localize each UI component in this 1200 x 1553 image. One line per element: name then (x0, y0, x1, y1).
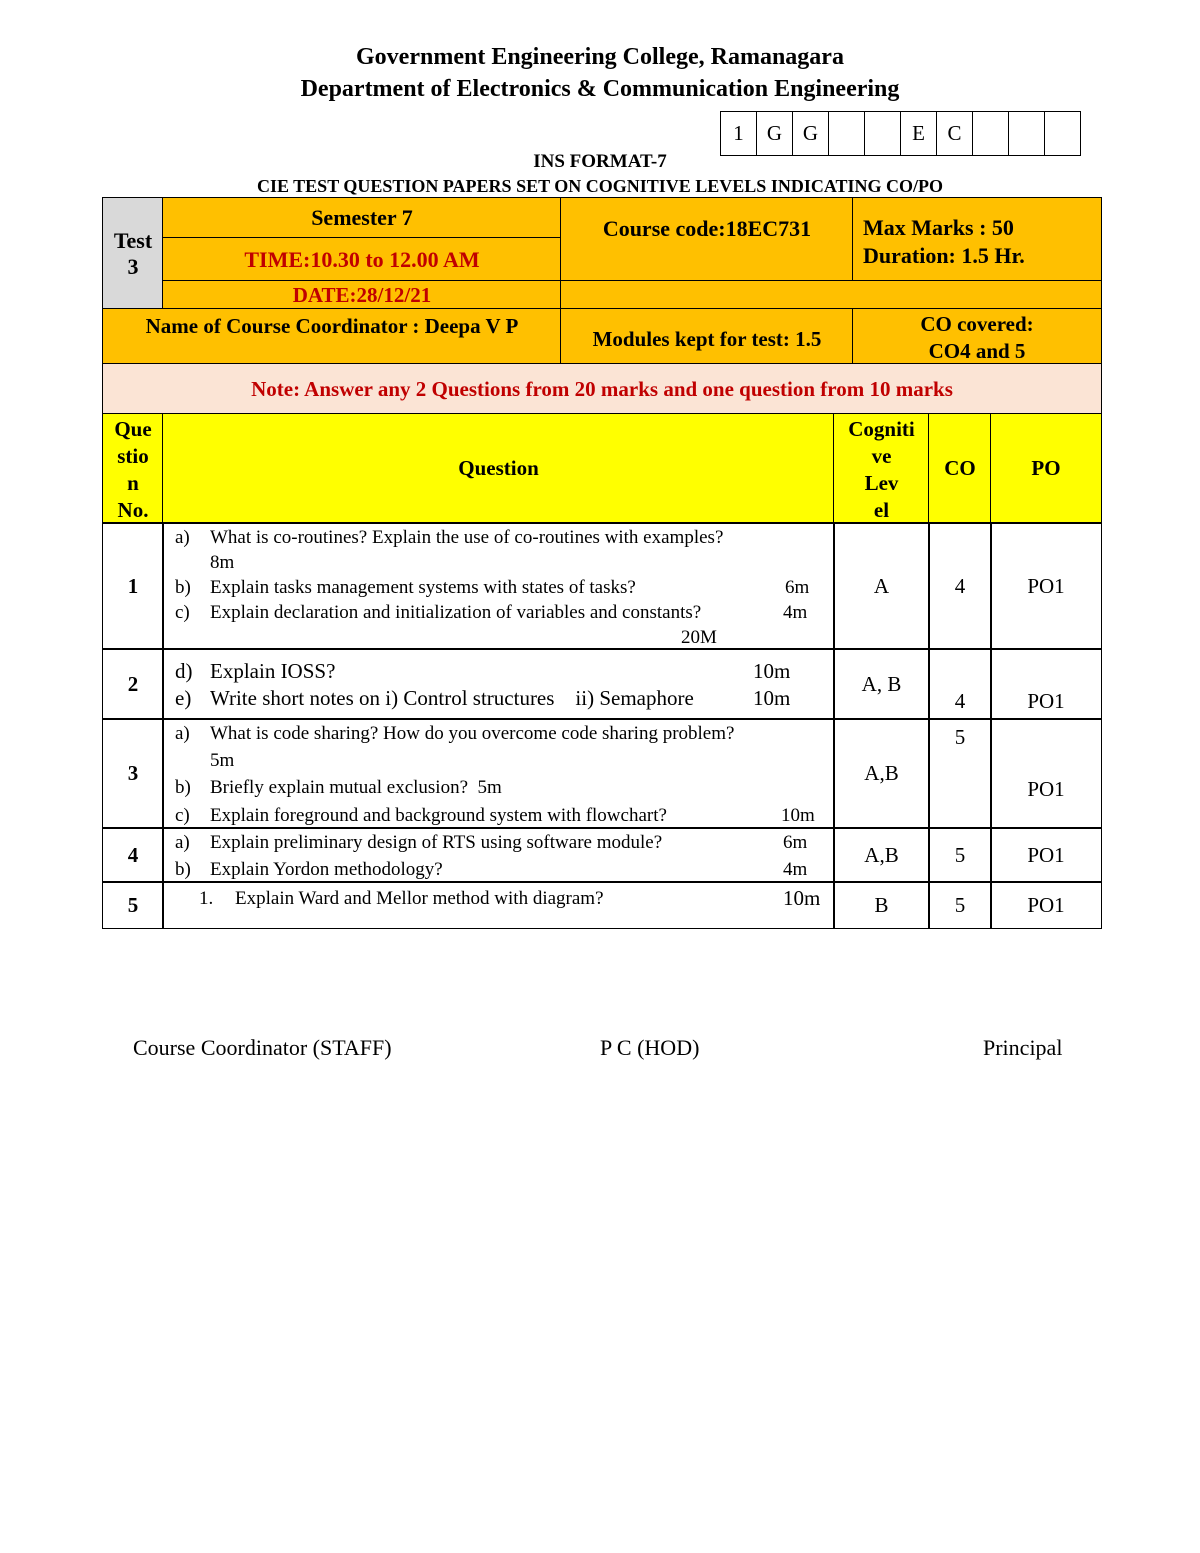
format-title: INS FORMAT-7 (533, 151, 667, 172)
date-text: DATE:28/12/21 (292, 282, 432, 307)
item-label: b) (175, 577, 191, 598)
college-name: Government Engineering College, Ramanagara (356, 44, 844, 70)
date-cell (162, 280, 562, 310)
header-po (990, 413, 1102, 524)
header-question (162, 413, 835, 524)
usn-boxes (720, 111, 1081, 156)
header-qno-line: Que (114, 417, 152, 441)
item-label: b) (175, 777, 191, 798)
question-number: 5 (127, 892, 139, 917)
row-1-number (102, 522, 164, 650)
header-cognitive (833, 413, 930, 524)
co-covered-label: CO covered: (920, 312, 1034, 336)
usn-box[interactable] (1009, 112, 1045, 156)
header-qno-line: n (127, 471, 139, 495)
test-label: Test (113, 227, 153, 253)
item-label: c) (175, 805, 190, 826)
question-number: 2 (127, 671, 139, 696)
semester-text: Semester 7 (311, 205, 413, 230)
question-marks: 6m (783, 832, 808, 853)
question-text: Explain tasks management systems with states of tasks? (210, 577, 636, 598)
test-number-cell (102, 197, 164, 310)
header-qno-line: stio (117, 444, 149, 468)
item-label: 1. (199, 888, 214, 909)
row-2-questions (162, 648, 835, 720)
question-text: Explain IOSS? (210, 659, 336, 683)
question-text: Briefly explain mutual exclusion? 5m (210, 777, 502, 798)
question-marks: 10m (753, 686, 791, 710)
question-marks: 5m (210, 750, 235, 771)
max-marks-text: Max Marks : 50 (863, 215, 1014, 240)
question-text: Explain Ward and Mellor method with diagram? (235, 888, 604, 909)
question-marks: 8m (210, 552, 235, 573)
signature-hod: P C (HOD) (600, 1035, 700, 1060)
question-text: Explain Yordon methodology? (210, 859, 443, 880)
usn-box[interactable] (1045, 112, 1081, 156)
row-4-number (102, 827, 164, 883)
usn-box[interactable]: G (793, 112, 829, 156)
header-co (928, 413, 992, 524)
header-cognitive-line: Cogniti (848, 417, 915, 441)
test-number: 3 (127, 253, 139, 279)
header-question-text: Question (458, 456, 539, 480)
usn-box[interactable]: 1 (721, 112, 757, 156)
question-text: Explain preliminary design of RTS using software module? (210, 832, 663, 853)
usn-box[interactable]: C (937, 112, 973, 156)
item-label: a) (175, 832, 190, 853)
header-po-text: PO (1031, 456, 1061, 480)
item-label: c) (175, 602, 190, 623)
question-number: 4 (127, 842, 139, 867)
cognitive-value: A, B (861, 671, 902, 696)
item-label: a) (175, 723, 190, 744)
co-covered-cell (852, 308, 1102, 365)
marks-cell (852, 197, 1102, 282)
coordinator-cell (102, 308, 562, 365)
course-code-cell (560, 197, 854, 282)
row-5-cognitive (833, 881, 930, 929)
co-value: 5 (954, 892, 966, 917)
question-text: What is code sharing? How do you overcome code sharing problem? (210, 723, 735, 744)
modules-cell (560, 308, 854, 365)
row-3-po (990, 718, 1102, 829)
usn-box[interactable] (865, 112, 901, 156)
usn-box[interactable] (829, 112, 865, 156)
row-1-po (990, 522, 1102, 650)
row-2-cognitive (833, 648, 930, 720)
coordinator-text: Name of Course Coordinator : Deepa V P (145, 314, 519, 338)
question-text: Explain declaration and initialization of variables and constants? (210, 602, 702, 623)
row-1-cognitive (833, 522, 930, 650)
row-2-number (102, 648, 164, 720)
po-value: PO1 (1027, 689, 1065, 713)
row-4-co (928, 827, 992, 883)
po-value: PO1 (1027, 777, 1065, 801)
question-text: Explain foreground and background system with flowchart? (210, 805, 667, 826)
co-covered-value: CO4 and 5 (928, 339, 1026, 363)
row-4-questions (162, 827, 835, 883)
department-name: Department of Electronics & Communication Engineering (300, 76, 900, 102)
total-marks: 20M (681, 627, 717, 648)
cognitive-value: A,B (864, 761, 899, 785)
item-label: a) (175, 527, 190, 548)
semester-cell (162, 197, 562, 239)
header-cognitive-line: el (873, 498, 890, 522)
row-2-co (928, 648, 992, 720)
question-text: What is co-routines? Explain the use of co-routines with examples? (210, 527, 724, 548)
question-marks: 10m (783, 886, 821, 910)
row-3-co (928, 718, 992, 829)
cognitive-value: A,B (864, 842, 899, 867)
question-marks: 4m (783, 859, 808, 880)
question-text: Write short notes on i) Control structures ii) Semaphore (210, 686, 694, 710)
course-code-text: Course code:18EC731 (602, 216, 812, 241)
row-5-co (928, 881, 992, 929)
question-marks: 10m (781, 805, 815, 826)
row-4-po (990, 827, 1102, 883)
row-3-questions (162, 718, 835, 829)
usn-box[interactable]: E (901, 112, 937, 156)
blank-cell (560, 280, 1102, 310)
row-3-cognitive (833, 718, 930, 829)
po-value: PO1 (1027, 892, 1065, 917)
co-value: 5 (954, 725, 966, 749)
po-value: PO1 (1027, 842, 1065, 867)
header-qno-line: No. (117, 498, 149, 522)
row-5-questions (162, 881, 835, 929)
usn-box[interactable] (973, 112, 1009, 156)
row-1-co (928, 522, 992, 650)
question-marks: 10m (753, 659, 791, 683)
question-marks: 4m (783, 602, 808, 623)
format-subtitle: CIE TEST QUESTION PAPERS SET ON COGNITIVE LEVELS INDICATING CO/PO (256, 176, 943, 196)
question-number: 1 (127, 573, 139, 598)
row-2-po (990, 648, 1102, 720)
row-5-po (990, 881, 1102, 929)
item-label: e) (175, 686, 192, 710)
time-cell (162, 237, 562, 282)
cognitive-value: A (873, 573, 890, 598)
usn-box[interactable]: G (757, 112, 793, 156)
co-value: 4 (954, 689, 966, 713)
po-value: PO1 (1027, 573, 1065, 598)
note-cell (102, 363, 1102, 415)
co-value: 5 (954, 842, 966, 867)
item-label: b) (175, 859, 191, 880)
cognitive-value: B (874, 892, 889, 917)
co-value: 4 (954, 573, 966, 598)
row-4-cognitive (833, 827, 930, 883)
duration-text: Duration: 1.5 Hr. (863, 243, 1025, 268)
note-text: Note: Answer any 2 Questions from 20 marks and one question from 10 marks (251, 376, 953, 401)
item-label: d) (175, 659, 193, 683)
modules-text: Modules kept for test: 1.5 (592, 327, 822, 351)
signature-staff: Course Coordinator (STAFF) (133, 1035, 392, 1060)
header-cognitive-line: ve (871, 444, 892, 468)
row-3-number (102, 718, 164, 829)
header-cognitive-line: Lev (864, 471, 899, 495)
row-1-questions (162, 522, 835, 650)
signature-principal: Principal (983, 1035, 1063, 1060)
header-co-text: CO (944, 456, 976, 480)
row-5-number (102, 881, 164, 929)
question-marks: 6m (785, 577, 810, 598)
time-text: TIME:10.30 to 12.00 AM (244, 246, 480, 272)
question-number: 3 (127, 761, 139, 785)
header-qno (102, 413, 164, 524)
